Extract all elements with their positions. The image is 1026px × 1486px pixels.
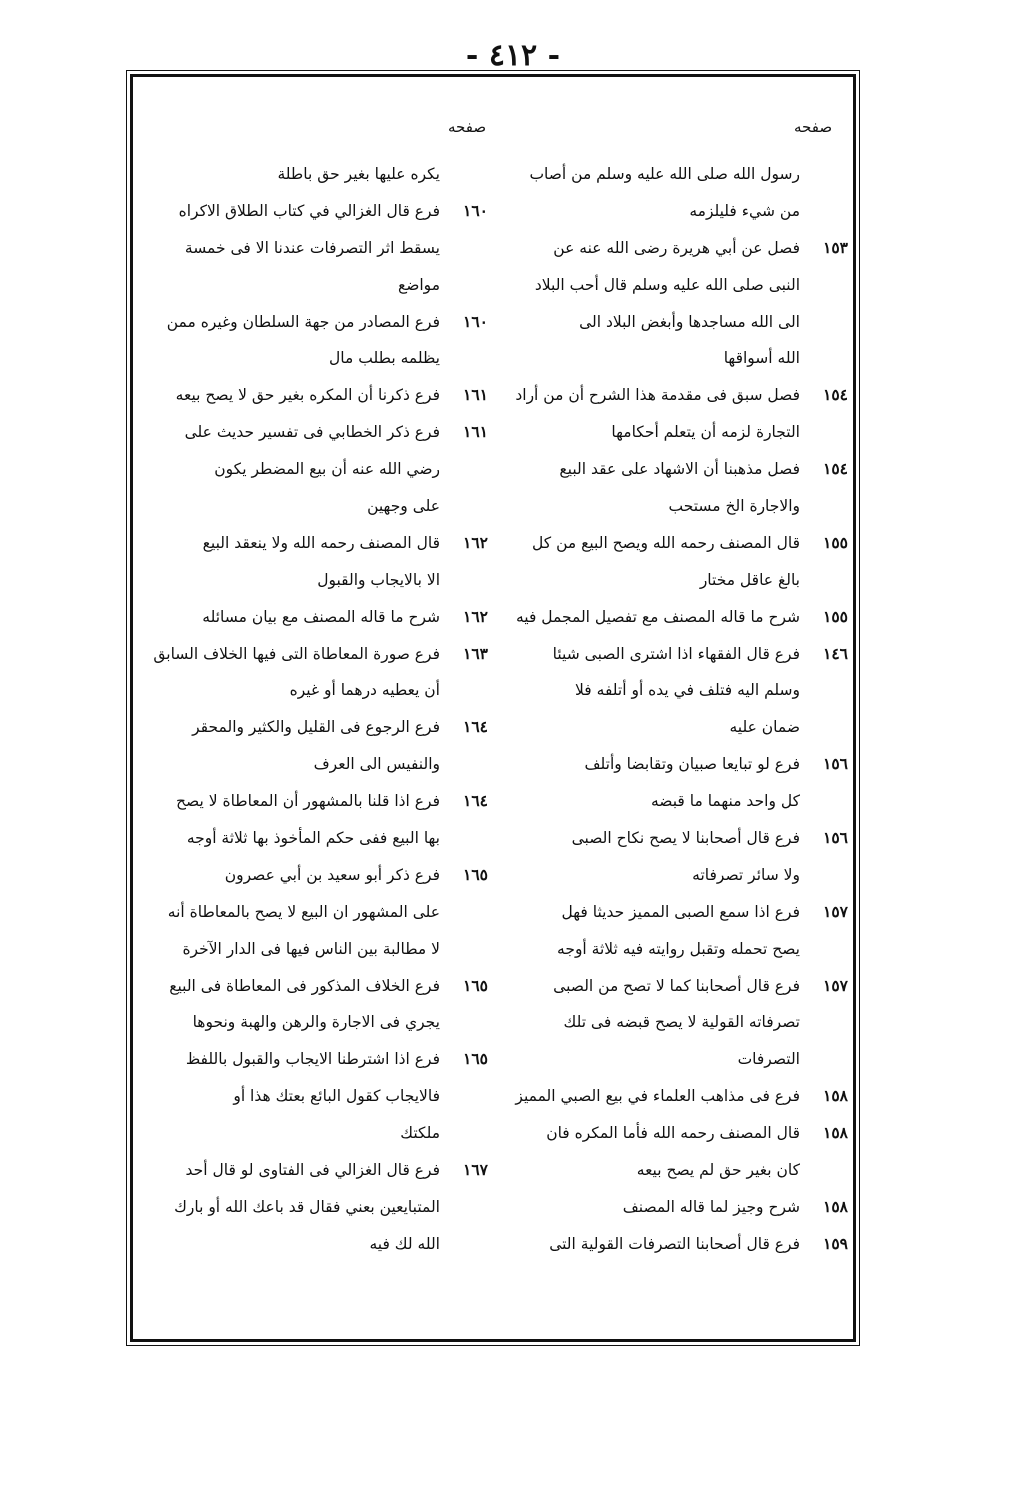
page-ref-number [440,267,488,304]
page-ref-number: ١٥٧ [823,975,848,995]
entry-text: فرع قال الغزالي فى الفتاوى لو قال أحد [185,1161,440,1180]
page-ref-number: ١٥٤ [823,459,848,479]
entry-text: التصرفات [737,1050,800,1069]
index-line [148,820,488,857]
entry-text: فصل عن أبي هريرة رضى الله عنه عن [553,238,800,257]
index-line [148,1041,488,1078]
entry-text: وسلم اليه فتلف في يده أو أتلفه فلا [575,681,800,700]
index-line [148,968,488,1005]
page-ref-number: ١٦١ [463,422,488,442]
page-ref-number [440,451,488,488]
page-ref-number: ١٦١ [463,385,488,405]
page-ref-number: ١٥٨ [823,1196,848,1216]
index-line [498,1078,848,1115]
entry-text: على وجهين [367,497,440,516]
page-ref-number [800,156,848,193]
entry-text: فرع صورة المعاطاة التى فيها الخلاف السابق [153,644,440,663]
page-ref-number [800,414,848,451]
page-ref-number: ١٥٦ [823,754,848,774]
right-index-column [498,156,848,1263]
index-line [148,562,488,599]
entry-text: الله لك فيه [369,1234,440,1253]
page-ref-number: ١٦٤ [463,717,488,737]
page-ref-number [800,562,848,599]
entry-text: ملكتك [400,1124,440,1143]
index-line [498,340,848,377]
right-column-header: صفحه [794,118,833,136]
page-ref-number [440,931,488,968]
index-line [498,193,848,230]
entry-text: تصرفاته القولية لا يصح قبضه فى تلك [563,1013,800,1032]
entry-text: كان بغير حق لم يصح بيعه [636,1161,800,1180]
page-ref-number [800,267,848,304]
entry-text: فرع ذكر أبو سعيد بن أبي عصرون [224,865,440,884]
page-ref-number: ١٥٥ [823,532,848,552]
page-ref-number [440,562,488,599]
index-line [148,1004,488,1041]
page-ref-number: ١٦٠ [463,311,488,331]
page-ref-number [800,1041,848,1078]
page-ref-number [800,783,848,820]
entry-text: مواضع [397,275,440,294]
page-ref-number: ١٦٥ [463,1049,488,1069]
entry-text: فرع اذا اشترطنا الايجاب والقبول باللفظ [185,1050,440,1069]
page-ref-number: ١٥٩ [823,1233,848,1253]
entry-text: قال المصنف رحمه الله فأما المكره فان [546,1124,800,1143]
page-ref-number [440,672,488,709]
entry-text: ولا سائر تصرفاته [692,865,800,884]
entry-text: فرع ذكرنا أن المكره بغير حق لا يصح بيعه [175,386,440,405]
page-ref-number: ١٥٥ [823,606,848,626]
entry-text: بالغ عاقل مختار [699,570,800,589]
index-line [498,672,848,709]
page-ref-number: ١٦٥ [463,975,488,995]
index-line [148,783,488,820]
entry-text: الا بالايجاب والقبول [317,570,440,589]
index-line [148,377,488,414]
index-line [148,746,488,783]
page-ref-number [440,820,488,857]
entry-text: أن يعطيه درهما أو غيره [289,681,440,700]
page-ref-number [800,709,848,746]
entry-text: المتبايعين بعني فقال قد باعك الله أو بارك [174,1197,440,1216]
index-line [148,931,488,968]
entry-text: الله أسواقها [723,349,800,368]
index-line [498,599,848,636]
index-line [498,267,848,304]
page-ref-number: ١٦٠ [463,200,488,220]
entry-text: كل واحد منهما ما قبضه [650,792,800,811]
entry-text: يظلمه بطلب مال [329,349,440,368]
page-ref-number: ١٦٧ [463,1160,488,1180]
entry-text: شرح وجيز لما قاله المصنف [622,1197,800,1216]
entry-text: فرع الخلاف المذكور فى المعاطاة فى البيع [169,976,440,995]
left-index-column [148,156,488,1263]
index-line [498,525,848,562]
index-line [498,1041,848,1078]
entry-text: فرع قال الفقهاء اذا اشترى الصبى شيئا [552,644,800,663]
page-ref-number [800,340,848,377]
entry-text: فصل سبق فى مقدمة هذا الشرح أن من أراد [515,386,800,405]
index-line [498,414,848,451]
index-line [498,968,848,1005]
index-line [498,156,848,193]
entry-text: الى الله مساجدها وأبغض البلاد الى [579,312,800,331]
page-ref-number [800,1004,848,1041]
index-line [148,1226,488,1263]
index-line [148,1189,488,1226]
index-line [498,1115,848,1152]
entry-text: فرع اذا سمع الصبى المميز حديثا فهل [561,902,800,921]
index-line [148,636,488,673]
entry-text: التجارة لزمه أن يتعلم أحكامها [611,423,800,442]
page-ref-number [800,304,848,341]
index-line [498,857,848,894]
index-line [498,709,848,746]
index-line [498,1226,848,1263]
entry-text: على المشهور ان البيع لا يصح بالمعاطاة أنه [167,902,440,921]
index-line [498,488,848,525]
entry-text: رسول الله صلى الله عليه وسلم من أصاب [529,165,800,183]
index-line [148,1115,488,1152]
index-line [498,230,848,267]
index-line [148,156,488,193]
index-line [148,709,488,746]
page-ref-number [440,1004,488,1041]
index-line [148,599,488,636]
page-ref-number: ١٦٣ [463,643,488,663]
entry-text: فصل مذهبنا أن الاشهاد على عقد البيع [559,460,800,479]
page-ref-number: ١٥٨ [823,1123,848,1143]
page-number: - ٤١٢ - [465,38,561,73]
index-line [148,414,488,451]
index-line [498,636,848,673]
index-line [498,451,848,488]
index-line [498,562,848,599]
page-ref-number [800,193,848,230]
page-ref-number [440,488,488,525]
page-ref-number [440,746,488,783]
page-ref-number [440,156,488,193]
index-line [148,525,488,562]
page-ref-number [440,1115,488,1152]
index-line [148,267,488,304]
entry-text: فرع لو تبايعا صبيان وتقابضا وأتلف [584,755,800,774]
page-ref-number: ١٥٣ [823,237,848,257]
entry-text: فالايجاب كقول البائع بعتك هذا أو [233,1087,440,1106]
index-line [498,1189,848,1226]
index-line [498,746,848,783]
entry-text: يكره عليها بغير حق باطلة [277,165,440,183]
entry-text: لا مطالبة بين الناس فيها فى الدار الآخرة [182,939,440,958]
entry-text: رضي الله عنه أن بيع المضطر يكون [214,460,440,479]
page-ref-number: ١٦٤ [463,791,488,811]
page-ref-number: ١٥٨ [823,1086,848,1106]
entry-text: فرع قال أصحابنا كما لا تصح من الصبى [553,976,800,995]
entry-text: قال المصنف رحمه الله ولا ينعقد البيع [202,533,440,552]
page-ref-number [440,1189,488,1226]
index-line [148,340,488,377]
page-ref-number [440,340,488,377]
page-ref-number [800,1152,848,1189]
entry-text: شرح ما قاله المصنف مع بيان مسائله [202,607,440,626]
page-ref-number: ١٥٧ [823,901,848,921]
entry-text: فرع المصادر من جهة السلطان وغيره ممن [166,312,440,331]
index-line [148,304,488,341]
page-ref-number: ١٥٦ [823,828,848,848]
index-line [498,931,848,968]
page-ref-number [800,488,848,525]
index-line [498,1152,848,1189]
entry-text: فرع ذكر الخطابي فى تفسير حديث على [184,423,440,442]
page-ref-number [440,894,488,931]
index-line [148,488,488,525]
entry-text: يجري فى الاجارة والرهن والهبة ونحوها [192,1013,440,1032]
page-ref-number: ١٤٦ [823,643,848,663]
page-ref-number: ١٦٥ [463,864,488,884]
index-line [148,1078,488,1115]
index-line [148,894,488,931]
index-line [148,230,488,267]
page-ref-number: ١٦٢ [463,606,488,626]
index-line [148,857,488,894]
entry-text: يصح تحمله وتقبل روايته فيه ثلاثة أوجه [557,939,800,958]
entry-text: شرح ما قاله المصنف مع تفصيل المجمل فيه [515,607,800,626]
index-line [498,783,848,820]
page-ref-number [800,931,848,968]
entry-text: من شيء فليلزمه [689,201,800,220]
left-column-header: صفحه [448,118,487,136]
entry-text: يسقط اثر التصرفات عندنا الا فى خمسة [184,238,440,257]
entry-text: ضمان عليه [729,718,800,737]
index-line [148,193,488,230]
page-ref-number [440,1226,488,1263]
page-ref-number [800,857,848,894]
index-line [148,672,488,709]
page-ref-number: ١٥٤ [823,385,848,405]
entry-text: فرع اذا قلنا بالمشهور أن المعاطاة لا يصح [176,792,440,811]
entry-text: والاجارة الخ مستحب [668,497,800,516]
index-line [148,1152,488,1189]
index-line [498,820,848,857]
entry-text: قال المصنف رحمه الله ويصح البيع من كل [532,533,800,552]
index-line [498,1004,848,1041]
entry-text: فرع الرجوع فى القليل والكثير والمحقر [192,718,440,737]
index-line [498,894,848,931]
entry-text: فرع قال الغزالي في كتاب الطلاق الاكراه [178,201,440,220]
page-ref-number [440,1078,488,1115]
index-line [498,304,848,341]
entry-text: بها البيع ففى حكم المأخوذ بها ثلاثة أوجه [186,829,440,848]
page-ref-number [440,230,488,267]
entry-text: النبى صلى الله عليه وسلم قال أحب البلاد [534,275,800,294]
page-ref-number [800,672,848,709]
entry-text: فرع قال أصحابنا لا يصح نكاح الصبى [571,829,800,848]
page-ref-number: ١٦٢ [463,532,488,552]
entry-text: والنفيس الى العرف [313,755,440,774]
index-line [498,377,848,414]
entry-text: فرع فى مذاهب العلماء في بيع الصبي المميز [515,1087,800,1106]
index-line [148,451,488,488]
entry-text: فرع قال أصحابنا التصرفات القولية التى [549,1234,800,1253]
